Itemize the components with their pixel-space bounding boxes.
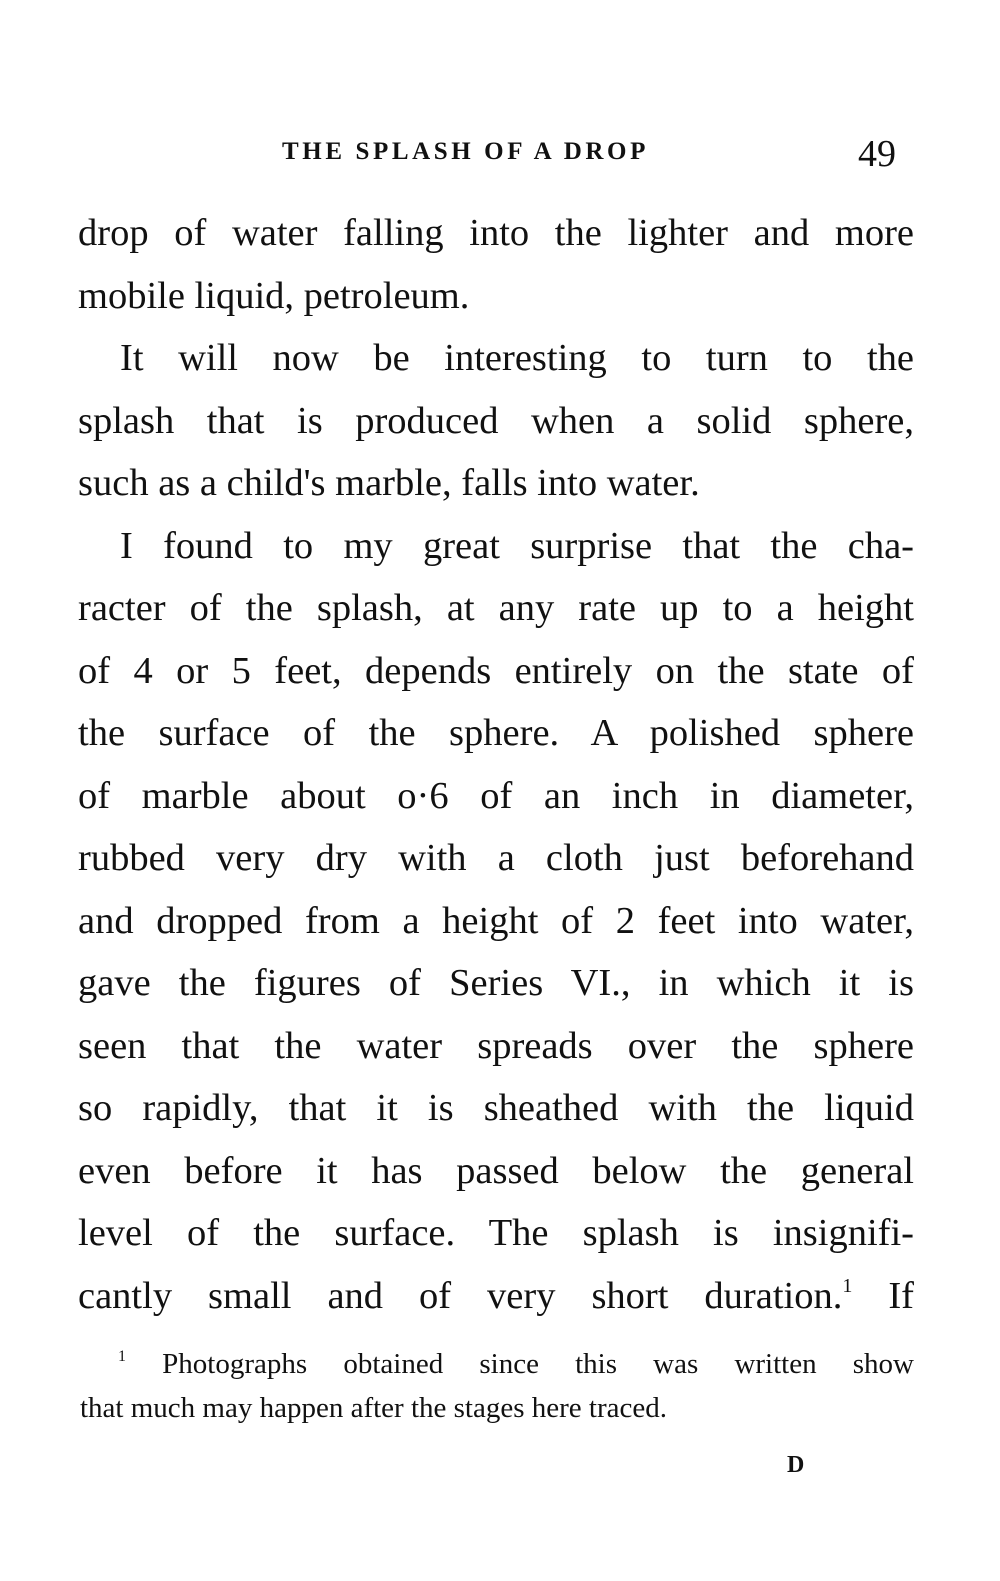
body-text bbox=[78, 202, 914, 1327]
text-line-with-footnote-ref bbox=[78, 1265, 914, 1328]
footnote-text: Photographs obtained since this was written show bbox=[162, 1348, 914, 1380]
signature-mark: D bbox=[787, 1452, 805, 1478]
text-line: splash that is produced when a solid sphere, bbox=[78, 399, 914, 442]
running-title: THE SPLASH OF A DROP bbox=[282, 138, 649, 165]
text-line: even before it has passed below the general bbox=[78, 1149, 914, 1192]
text-segment: cantly small and of very short duration. bbox=[78, 1274, 843, 1317]
footnote-line: that much may happen after the stages here traced. bbox=[80, 1392, 667, 1424]
text-line: It will now be interesting to turn to the bbox=[120, 337, 914, 379]
page-number: 49 bbox=[858, 133, 896, 175]
text-line: so rapidly, that it is sheathed with the liquid bbox=[78, 1087, 914, 1129]
text-segment: If bbox=[888, 1274, 914, 1317]
footnote-marker: 1 bbox=[118, 1348, 126, 1365]
text-line: racter of the splash, at any rate up to a height bbox=[78, 587, 914, 629]
text-line: such as a child's marble, falls into water. bbox=[78, 462, 700, 504]
text-line: of 4 or 5 feet, depends entirely on the state of bbox=[78, 649, 914, 692]
footnote-line bbox=[80, 1342, 914, 1386]
page-header bbox=[0, 128, 1000, 178]
text-line: the surface of the sphere. A polished sphere bbox=[78, 712, 914, 754]
text-line: seen that the water spreads over the sphere bbox=[78, 1024, 914, 1067]
text-line: I found to my great surprise that the cha- bbox=[120, 524, 914, 567]
text-line: of marble about o·6 of an inch in diameter, bbox=[78, 774, 914, 817]
text-line: level of the surface. The splash is insignifi- bbox=[78, 1212, 914, 1254]
text-line: and dropped from a height of 2 feet into water, bbox=[78, 899, 914, 942]
text-line: mobile liquid, petroleum. bbox=[78, 274, 470, 317]
text-line: gave the figures of Series VI., in which it is bbox=[78, 962, 914, 1004]
footnote bbox=[80, 1342, 914, 1430]
text-line: drop of water falling into the lighter and more bbox=[78, 212, 914, 254]
text-line: rubbed very dry with a cloth just beforehand bbox=[78, 837, 914, 879]
footnote-reference: 1 bbox=[842, 1274, 853, 1297]
